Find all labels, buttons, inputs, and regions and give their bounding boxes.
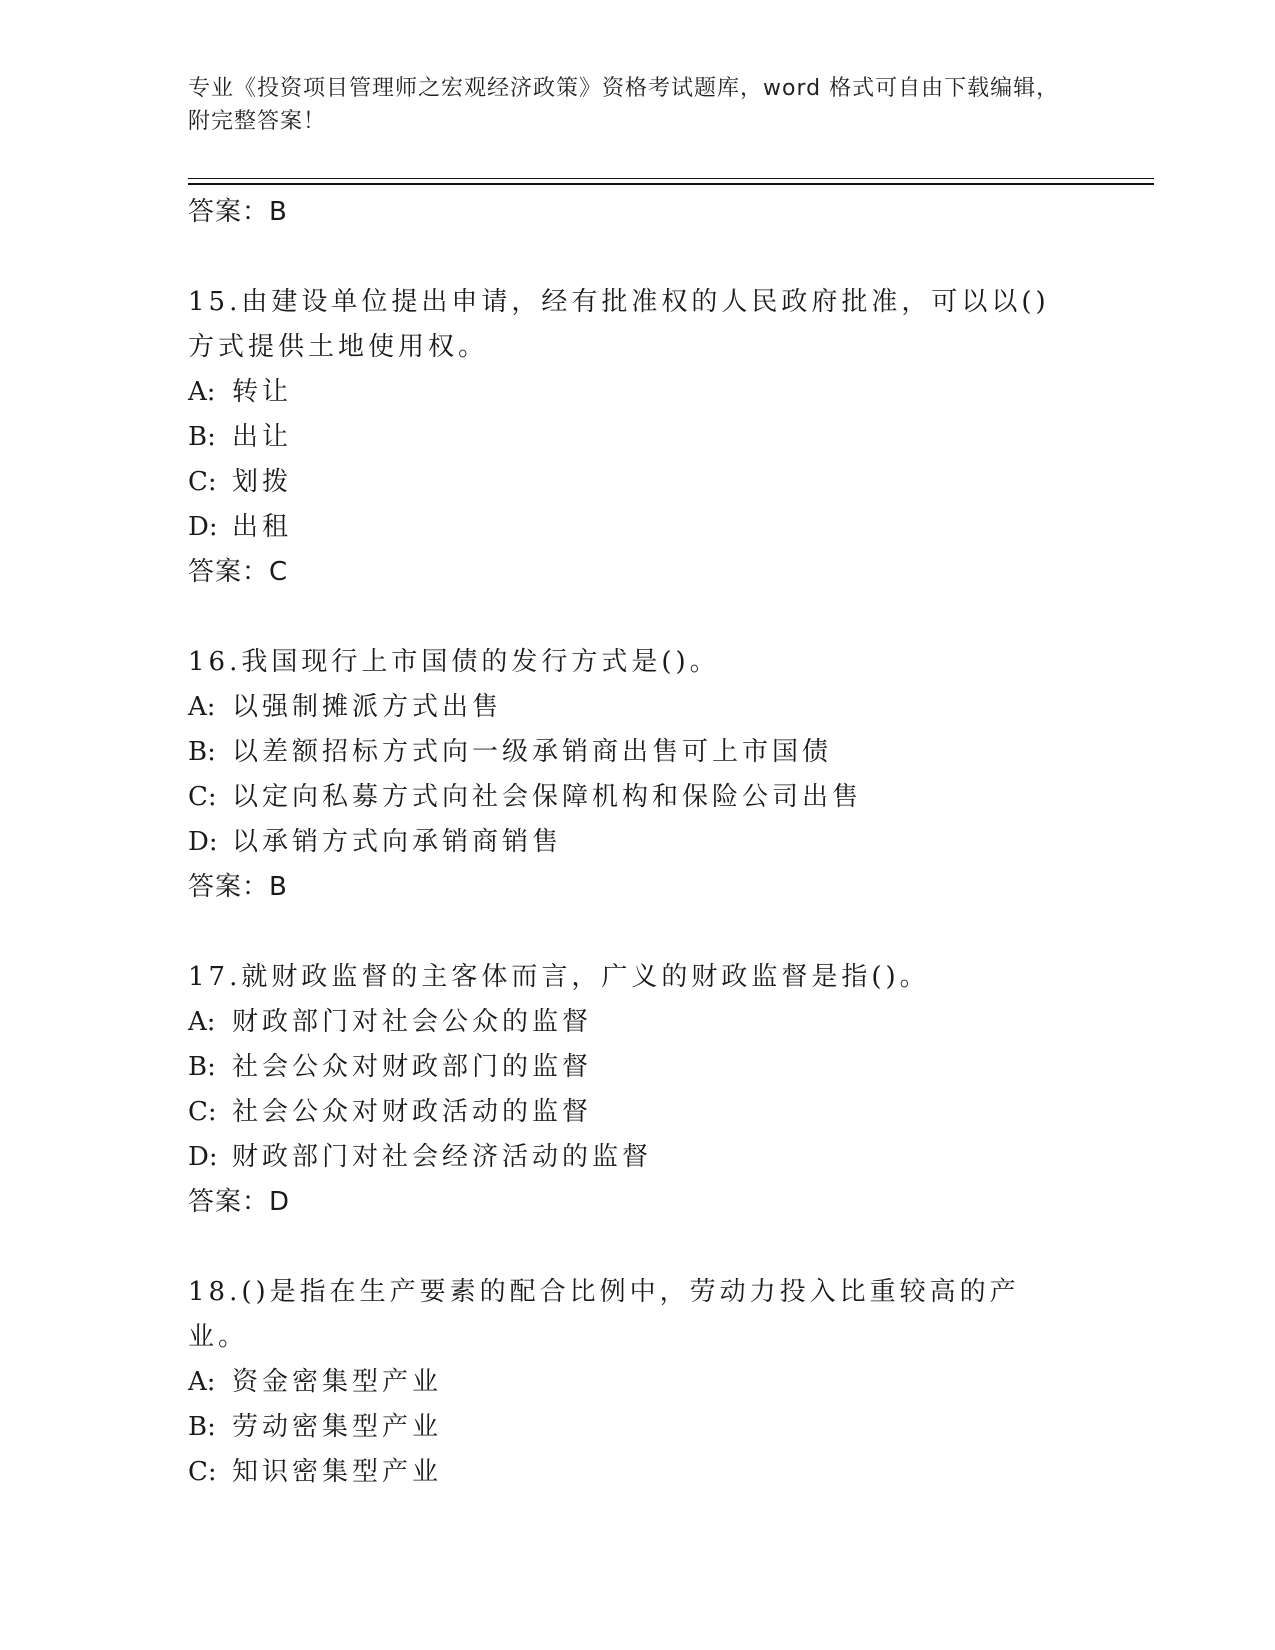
option-key: D: [188, 1142, 218, 1172]
option [188, 505, 1088, 550]
option [188, 775, 1088, 820]
answer-label: 答案： [188, 197, 270, 227]
option [188, 1135, 1088, 1180]
option-text: 劳动密集型产业 [232, 1412, 443, 1442]
answer-line [188, 1180, 1088, 1224]
answer-label: 答案： [188, 872, 270, 902]
option [188, 1045, 1088, 1090]
option [188, 685, 1088, 730]
option-text: 以差额招标方式向一级承销商出售可上市国债 [232, 737, 833, 767]
option-text: 财政部门对社会经济活动的监督 [232, 1142, 653, 1172]
option-key: D: [188, 827, 218, 857]
option-key: C: [188, 1457, 217, 1487]
option-text: 以强制摊派方式出售 [232, 692, 503, 722]
option-key: A: [188, 377, 216, 407]
option-text: 出让 [232, 422, 293, 452]
option-text: 知识密集型产业 [232, 1457, 443, 1487]
option-key: C: [188, 467, 217, 497]
option-text: 资金密集型产业 [232, 1367, 443, 1397]
option [188, 730, 1088, 775]
answer-line [188, 190, 1088, 234]
answer-line [188, 550, 1088, 594]
option-key: A: [188, 692, 216, 722]
option-key: A: [188, 1007, 216, 1037]
question-block [188, 1270, 1088, 1495]
option [188, 460, 1088, 505]
spacer [188, 234, 1088, 280]
answer-value: D [269, 1187, 291, 1217]
option [188, 1090, 1088, 1135]
option-text: 转让 [232, 377, 293, 407]
spacer [188, 909, 1088, 955]
question-block [188, 640, 1088, 909]
question-text: 15.由建设单位提出申请，经有批准权的人民政府批准，可以以()方式提供土地使用权。 [188, 287, 1050, 362]
option-text: 出租 [232, 512, 293, 542]
option [188, 1000, 1088, 1045]
option [188, 820, 1088, 865]
option-key: D: [188, 512, 218, 542]
option-text: 以承销方式向承销商销售 [232, 827, 563, 857]
option-key: B: [188, 1412, 216, 1442]
question-list [188, 190, 1088, 1495]
answer-line [188, 865, 1088, 909]
option-text: 社会公众对财政活动的监督 [232, 1097, 593, 1127]
answer-value: B [269, 872, 288, 902]
option [188, 1450, 1088, 1495]
option [188, 1360, 1088, 1405]
question-text: 17.就财政监督的主客体而言，广义的财政监督是指()。 [188, 962, 930, 992]
option-key: C: [188, 1097, 217, 1127]
spacer [188, 594, 1088, 640]
header-rule-thin [188, 178, 1154, 179]
answer-value: C [269, 557, 289, 587]
page-header: 专业《投资项目管理师之宏观经济政策》资格考试题库，word 格式可自由下载编辑，附完整答案！ [188, 76, 1060, 134]
option-text: 财政部门对社会公众的监督 [232, 1007, 593, 1037]
answer-label: 答案： [188, 1187, 270, 1217]
question-text: 18.()是指在生产要素的配合比例中，劳动力投入比重较高的产业。 [188, 1277, 1020, 1352]
answer-value: B [269, 197, 288, 227]
answer-label: 答案： [188, 557, 270, 587]
option-key: B: [188, 1052, 216, 1082]
question-text: 16.我国现行上市国债的发行方式是()。 [188, 647, 720, 677]
option-key: B: [188, 737, 216, 767]
question-block [188, 955, 1088, 1224]
option-text: 划拨 [232, 467, 293, 497]
option-key: C: [188, 782, 217, 812]
option-key: A: [188, 1367, 216, 1397]
option-text: 社会公众对财政部门的监督 [232, 1052, 593, 1082]
spacer [188, 1224, 1088, 1270]
question-block [188, 280, 1088, 594]
option [188, 370, 1088, 415]
option [188, 415, 1088, 460]
option-key: B: [188, 422, 216, 452]
option [188, 1405, 1088, 1450]
header-rule-thick [188, 183, 1154, 185]
option-text: 以定向私募方式向社会保障机构和保险公司出售 [232, 782, 863, 812]
